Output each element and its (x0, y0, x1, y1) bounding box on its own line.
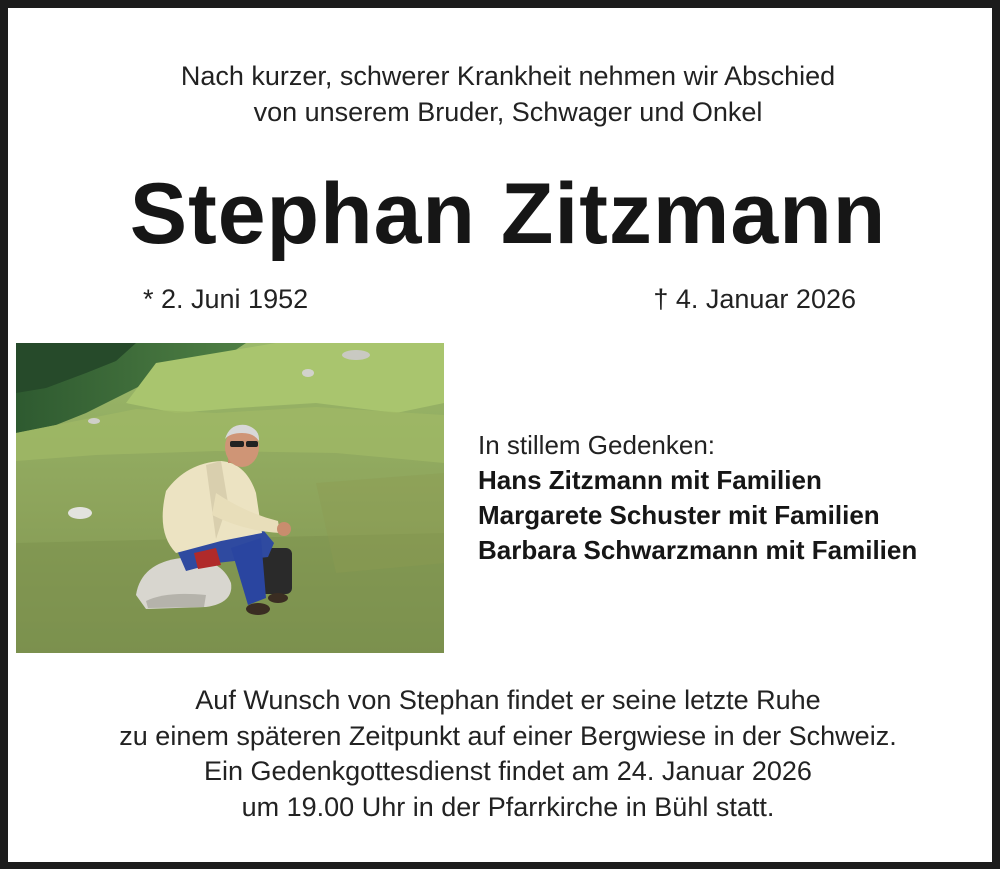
death-date: † 4. Januar 2026 (653, 284, 856, 314)
birth-date: * 2. Juni 1952 (143, 284, 309, 314)
portrait-photo (16, 343, 444, 653)
closing-line: Ein Gedenkgottesdienst findet am 24. Januar 2026 (204, 756, 812, 786)
mourner-name: Barbara Schwarzmann mit Familien (478, 535, 918, 565)
mourners-heading: In stillem Gedenken: (478, 430, 716, 460)
deceased-name: Stephan Zitzmann (129, 166, 887, 262)
mourner-name: Hans Zitzmann mit Familien (478, 465, 822, 495)
closing-line: um 19.00 Uhr in der Pfarrkirche in Bühl statt. (241, 791, 775, 822)
closing-line: Auf Wunsch von Stephan findet er seine letzte Ruhe (195, 685, 821, 715)
closing-text (8, 683, 1000, 825)
mourners-block (478, 428, 917, 568)
intro-line: von unserem Bruder, Schwager und Onkel (253, 97, 763, 127)
closing-line: zu einem späteren Zeitpunkt auf einer Bergwiese in der Schweiz. (119, 720, 897, 751)
intro-line: Nach kurzer, schwerer Krankheit nehmen wir Abschied (180, 61, 836, 91)
mourner-name: Margarete Schuster mit Familien (478, 500, 880, 530)
intro-text (8, 58, 1000, 130)
